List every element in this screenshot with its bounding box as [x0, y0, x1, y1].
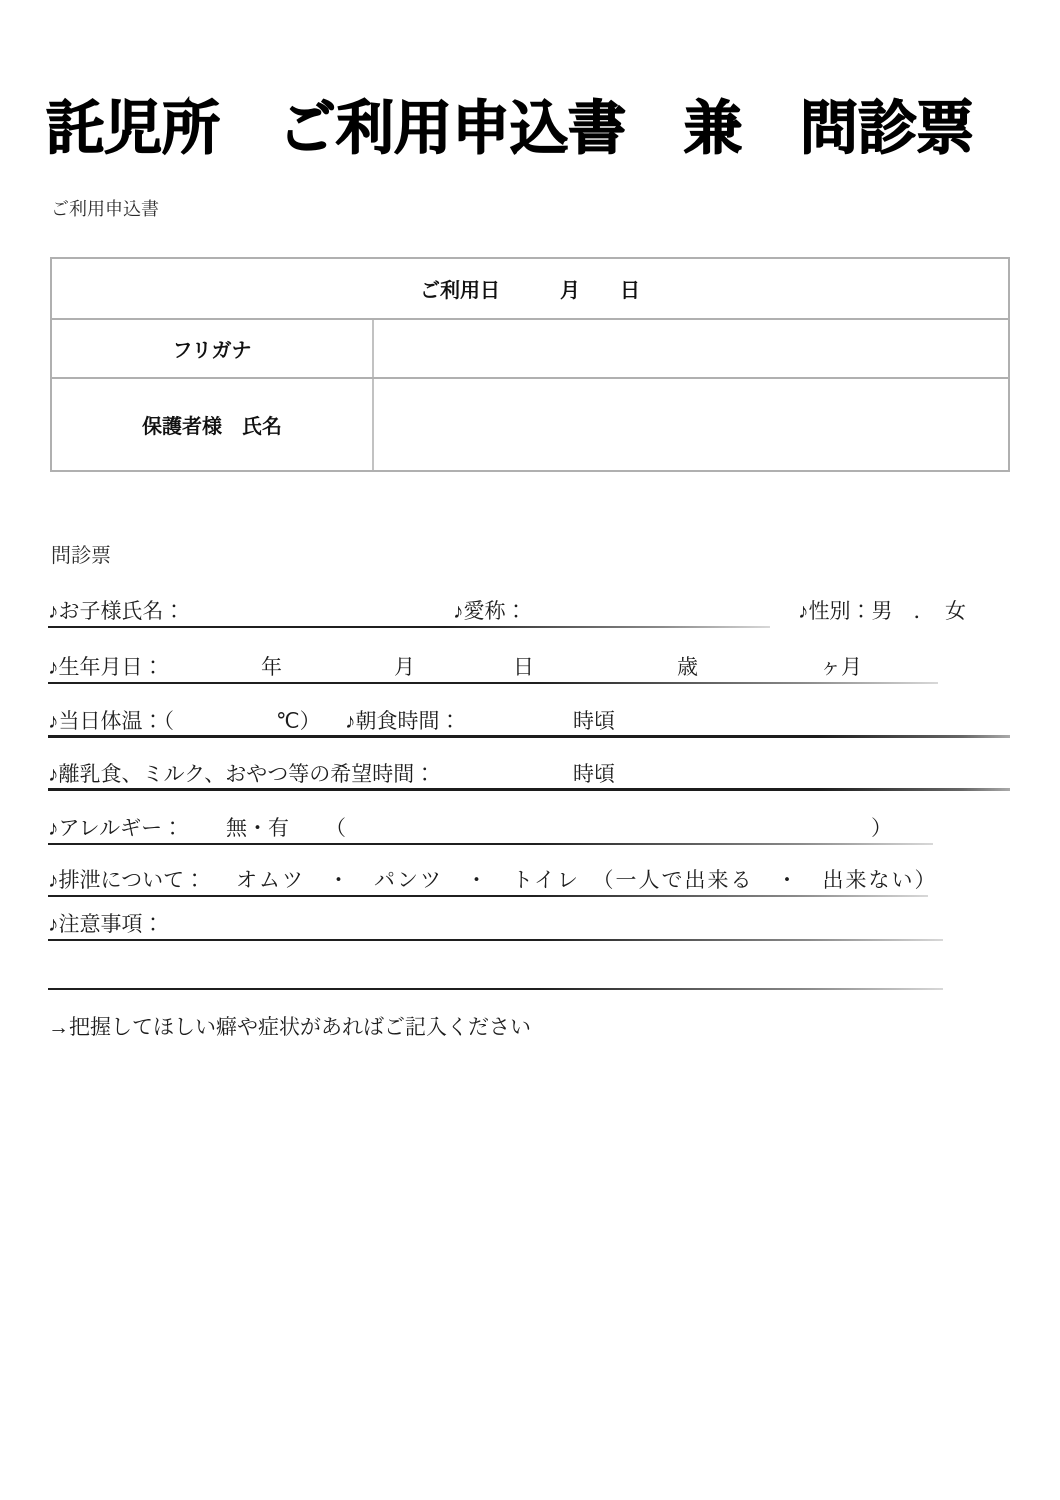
- allergy-close-paren: ）: [871, 817, 892, 840]
- breakfast-time-suffix: 時頃: [573, 710, 615, 733]
- age-years-suffix: 歳: [677, 656, 698, 679]
- allergy-options: 無・有: [226, 817, 289, 840]
- furigana-label: フリガナ: [52, 320, 374, 377]
- footer-note: →把握してほしい癖や症状があればご記入ください: [48, 1016, 531, 1039]
- page-title: 託児所 ご利用申込書 兼 問診票: [46, 96, 975, 161]
- notes-underline: [48, 939, 943, 941]
- usage-date-header: ご利用日 月 日: [52, 259, 1008, 320]
- birthdate-row: [48, 654, 938, 684]
- furigana-value-cell[interactable]: [374, 320, 1008, 377]
- notes-label: ♪注意事項：: [48, 913, 164, 936]
- nickname-label: ♪愛称：: [453, 600, 527, 623]
- notes-row: [48, 911, 943, 941]
- toilet-underline: [48, 895, 928, 897]
- guardian-name-label: 保護者様 氏名: [52, 379, 374, 470]
- child-name-row: [48, 598, 966, 628]
- birthdate-month-suffix: 月: [394, 656, 415, 679]
- table-row: [52, 320, 1008, 379]
- allergy-open-paren: （: [325, 817, 346, 840]
- notes-blank-line[interactable]: [48, 960, 943, 990]
- temperature-row: [48, 708, 1010, 738]
- birthdate-year-suffix: 年: [261, 656, 282, 679]
- application-section-label: ご利用申込書: [51, 199, 159, 219]
- toilet-row: [48, 867, 938, 897]
- toilet-label: ♪排泄について：: [48, 869, 206, 892]
- toilet-options: オムツ ・ パンツ ・ トイレ （一人で出来る ・ 出来ない）: [236, 869, 938, 892]
- table-row: [52, 379, 1008, 470]
- guardian-name-value-cell[interactable]: [374, 379, 1008, 470]
- child-name-underline: [48, 626, 770, 628]
- breakfast-label: ♪朝食時間：: [345, 710, 461, 733]
- birthdate-underline: [48, 682, 938, 684]
- gender-label: ♪性別：男 ． 女: [798, 600, 966, 623]
- allergy-label: ♪アレルギー：: [48, 817, 184, 840]
- birthdate-label: ♪生年月日：: [48, 656, 164, 679]
- birthdate-day-suffix: 日: [513, 656, 534, 679]
- temperature-underline: [48, 735, 1010, 738]
- application-table: [50, 257, 1010, 472]
- feeding-time-suffix: 時頃: [573, 763, 615, 786]
- temperature-unit: ℃）: [276, 710, 321, 733]
- feeding-row: [48, 761, 1010, 791]
- feeding-underline: [48, 788, 1010, 791]
- allergy-underline: [48, 843, 933, 845]
- notes-blank-underline: [48, 988, 943, 990]
- age-months-suffix: ヶ月: [820, 656, 862, 679]
- questionnaire-section-label: 問診票: [51, 545, 111, 567]
- allergy-row: [48, 815, 933, 845]
- child-name-label: ♪お子様氏名：: [48, 600, 185, 623]
- feeding-label: ♪離乳食、ミルク、おやつ等の希望時間：: [48, 763, 436, 786]
- temperature-label: ♪当日体温：（: [48, 710, 174, 733]
